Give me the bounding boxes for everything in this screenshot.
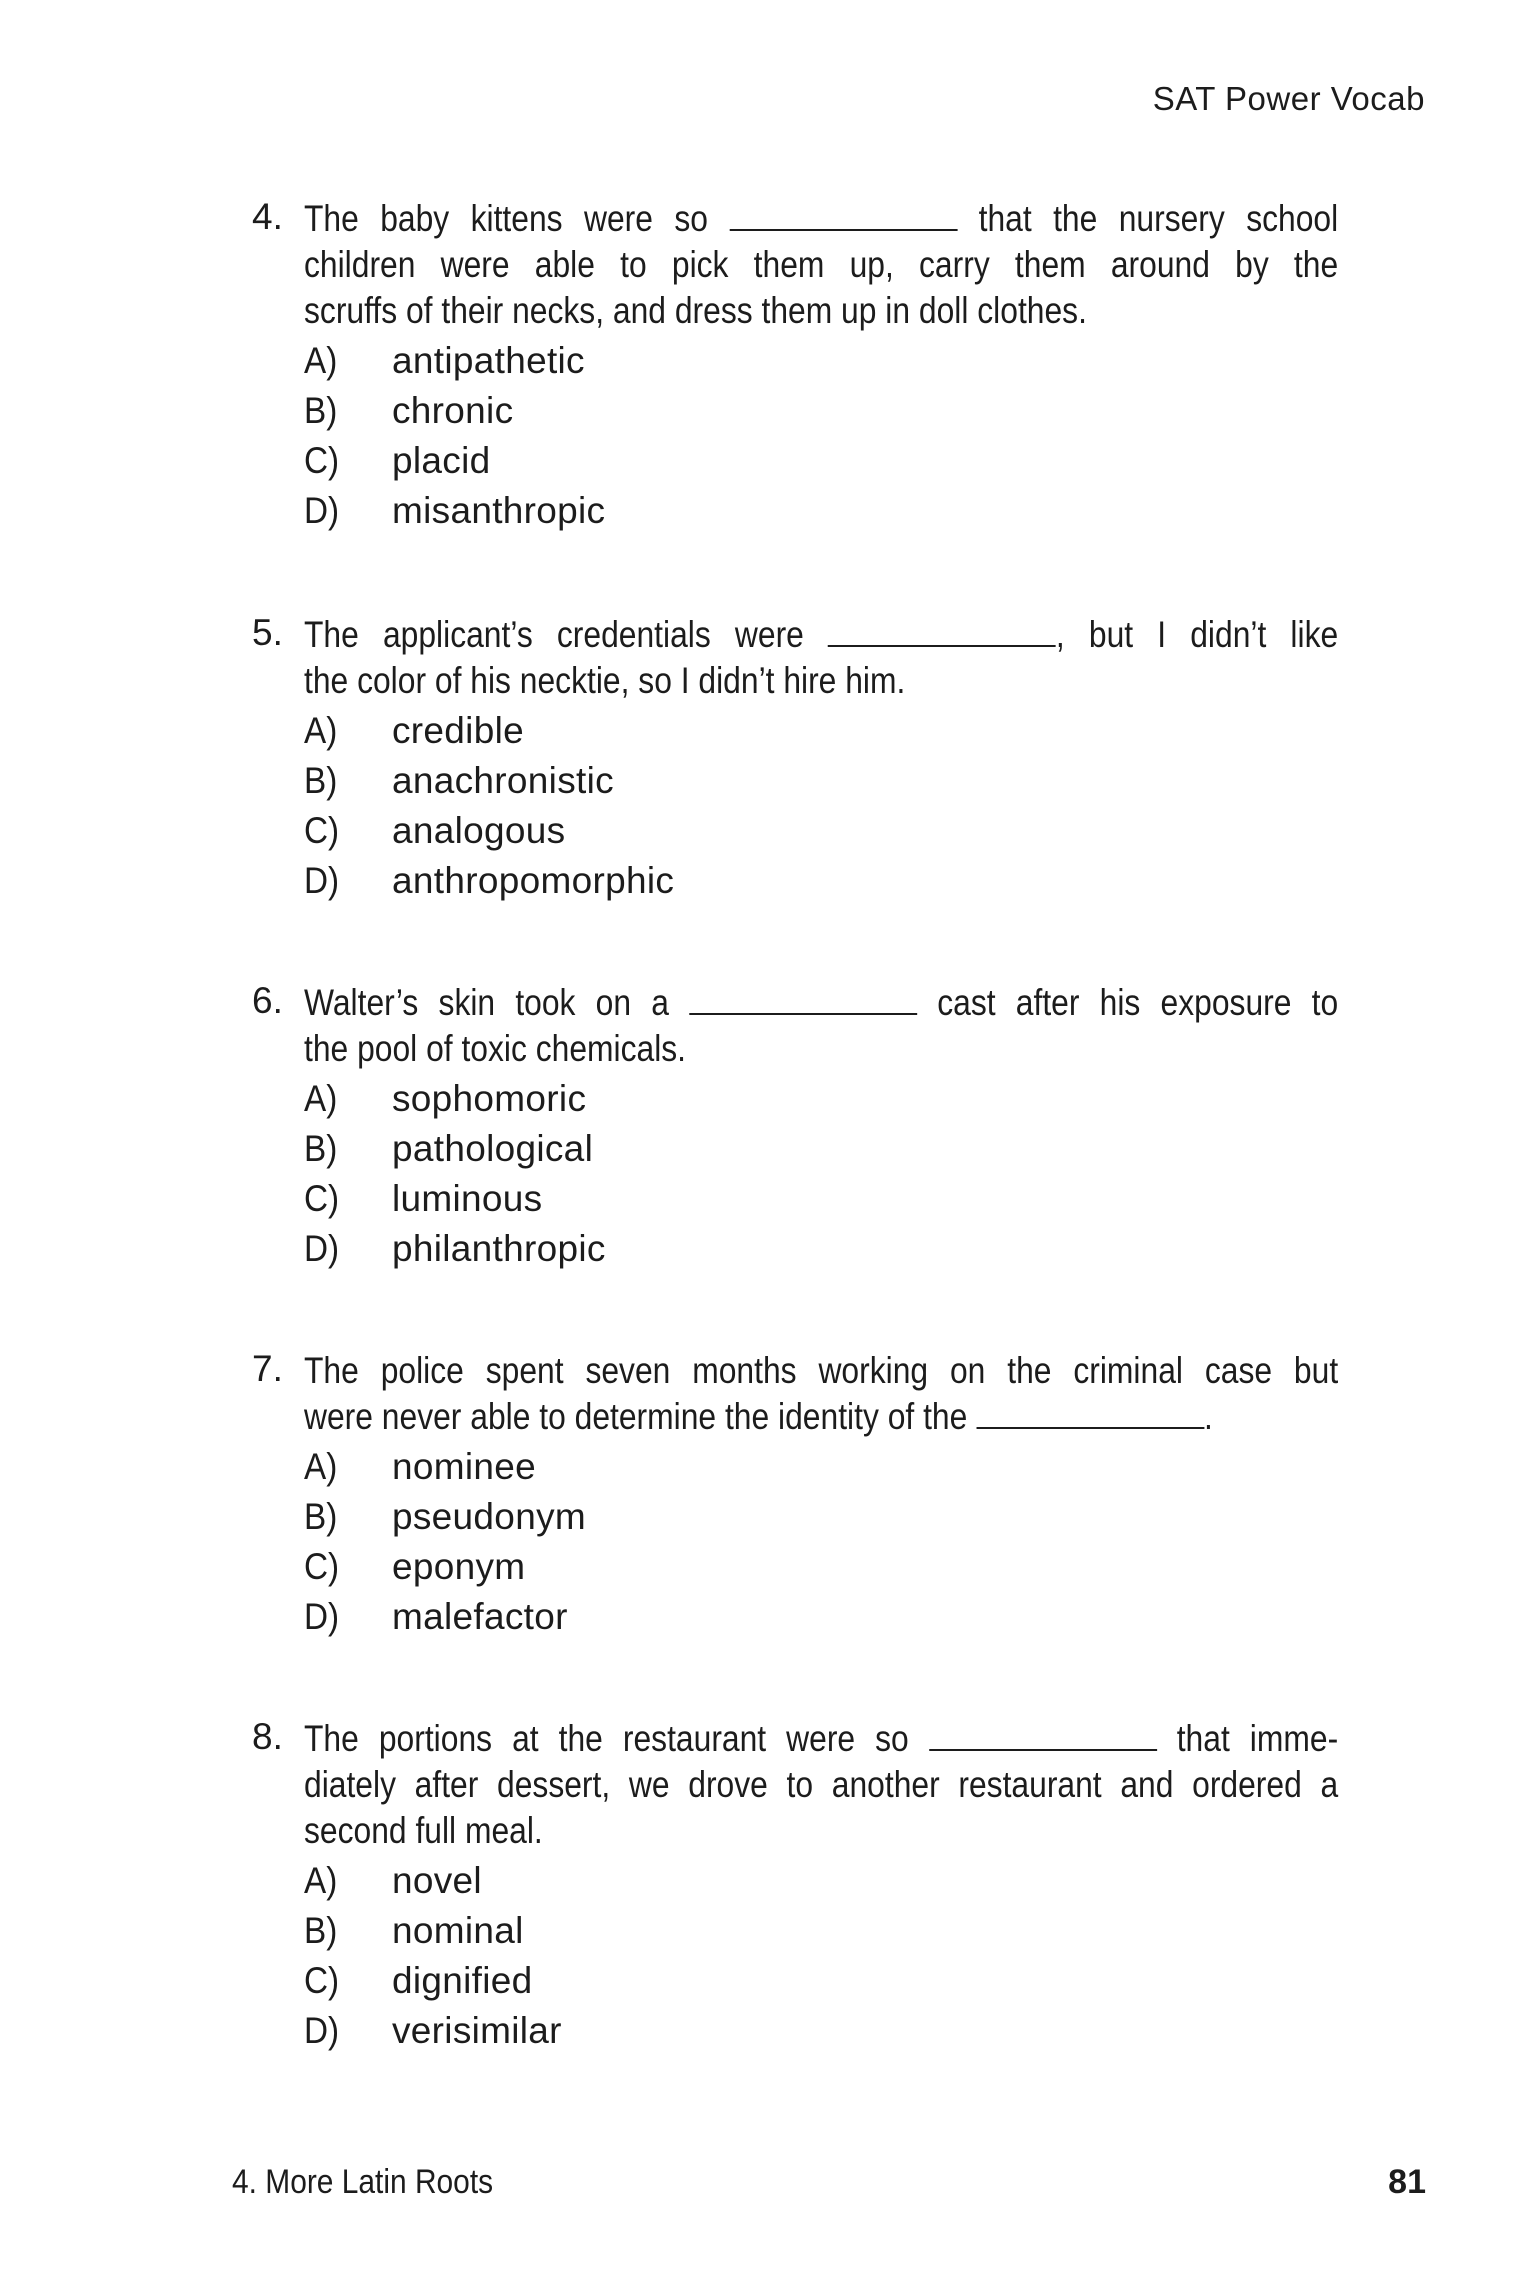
answer-options [304,1442,1338,1642]
answer-options [304,1856,1338,2056]
option-a [304,1856,1338,1906]
stem-text: . [1204,1396,1213,1437]
option-letter: A) [304,340,338,381]
option-d [304,1224,1338,1274]
option-b [304,1906,1338,1956]
option-text: placid [392,440,491,481]
question-stem [304,196,1338,536]
question-stem [304,1348,1338,1642]
option-c [304,806,1338,856]
option-d [304,2006,1338,2056]
question-6 [252,980,1342,1274]
option-letter: A) [304,1860,338,1901]
answer-blank [929,1721,1157,1751]
stem-text: children were able to pick them up, carry them around by the [304,244,1339,285]
option-a [304,336,1338,386]
option-text: sophomoric [392,1078,587,1119]
question-7 [252,1348,1342,1642]
option-text: nominee [392,1446,537,1487]
option-b [304,1492,1338,1542]
option-letter: C) [304,1960,340,2001]
option-letter: B) [304,760,338,801]
question-5 [252,612,1342,906]
answer-blank [828,617,1056,647]
question-number: 8. [252,1716,283,1757]
option-letter: B) [304,390,338,431]
option-c [304,1174,1338,1224]
option-text: eponym [392,1546,526,1587]
option-text: credible [392,710,524,751]
question-number: 7. [252,1348,283,1389]
option-text: chronic [392,390,514,431]
option-text: misanthropic [392,490,606,531]
option-letter: C) [304,440,340,481]
option-b [304,756,1338,806]
stem-text: were never able to determine the identity of the [304,1396,968,1437]
option-c [304,1956,1338,2006]
option-a [304,1074,1338,1124]
option-text: dignified [392,1960,533,2001]
stem-text: The police spent seven months working on the criminal case but [304,1350,1339,1391]
option-a [304,1442,1338,1492]
option-letter: D) [304,2010,340,2051]
page-number: 81 [1388,2163,1426,2201]
option-text: luminous [392,1178,543,1219]
option-letter: C) [304,810,340,851]
question-stem [304,1716,1338,2056]
option-letter: D) [304,1228,340,1269]
option-text: anthropomorphic [392,860,675,901]
option-text: malefactor [392,1596,568,1637]
chapter-label: 4. More Latin Roots [232,2163,494,2201]
question-stem [304,612,1338,906]
option-b [304,1124,1338,1174]
option-letter: A) [304,710,338,751]
option-text: nominal [392,1910,524,1951]
option-text: pathological [392,1128,594,1169]
stem-text: second full meal. [304,1810,543,1851]
question-4 [252,196,1342,536]
stem-text: scruffs of their necks, and dress them up in doll clothes. [304,290,1087,331]
option-text: philanthropic [392,1228,606,1269]
question-stem [304,980,1338,1274]
option-letter: D) [304,490,340,531]
answer-options [304,706,1338,906]
question-number: 4. [252,196,283,237]
answer-options [304,336,1338,536]
option-letter: D) [304,860,340,901]
option-text: anachronistic [392,760,614,801]
option-text: analogous [392,810,566,851]
stem-text: The applicant’s credentials were [304,614,804,655]
option-d [304,856,1338,906]
question-8 [252,1716,1342,2056]
question-number: 5. [252,612,283,653]
option-letter: C) [304,1178,340,1219]
option-letter: A) [304,1446,338,1487]
option-letter: A) [304,1078,338,1119]
option-letter: B) [304,1496,338,1537]
option-letter: B) [304,1910,338,1951]
option-b [304,386,1338,436]
option-text: pseudonym [392,1496,586,1537]
stem-text: the color of his necktie, so I didn’t hire him. [304,660,906,701]
running-head-title: SAT Power Vocab [1152,80,1425,117]
stem-text: Walter’s skin took on a [304,982,669,1023]
option-letter: D) [304,1596,340,1637]
option-d [304,486,1338,536]
option-d [304,1592,1338,1642]
option-letter: C) [304,1546,340,1587]
stem-text: cast after his exposure to [937,982,1339,1023]
option-text: novel [392,1860,482,1901]
question-number: 6. [252,980,283,1021]
answer-options [304,1074,1338,1274]
stem-text: , but I didn’t like [1055,614,1339,655]
option-c [304,1542,1338,1592]
footer-chapter-title [232,2163,529,2202]
stem-text: that the nursery school [978,198,1339,239]
option-c [304,436,1338,486]
stem-text: The baby kittens were so [304,198,708,239]
answer-blank [689,985,917,1015]
stem-text: The portions at the restaurant were so [304,1718,909,1759]
stem-text: the pool of toxic chemicals. [304,1028,687,1069]
option-a [304,706,1338,756]
option-text: verisimilar [392,2010,562,2051]
stem-text: diately after dessert, we drove to another restaurant and ordered a [304,1764,1339,1805]
option-letter: B) [304,1128,338,1169]
answer-blank [976,1399,1204,1429]
option-text: antipathetic [392,340,585,381]
answer-blank [729,201,957,231]
stem-text: that imme- [1176,1718,1339,1759]
